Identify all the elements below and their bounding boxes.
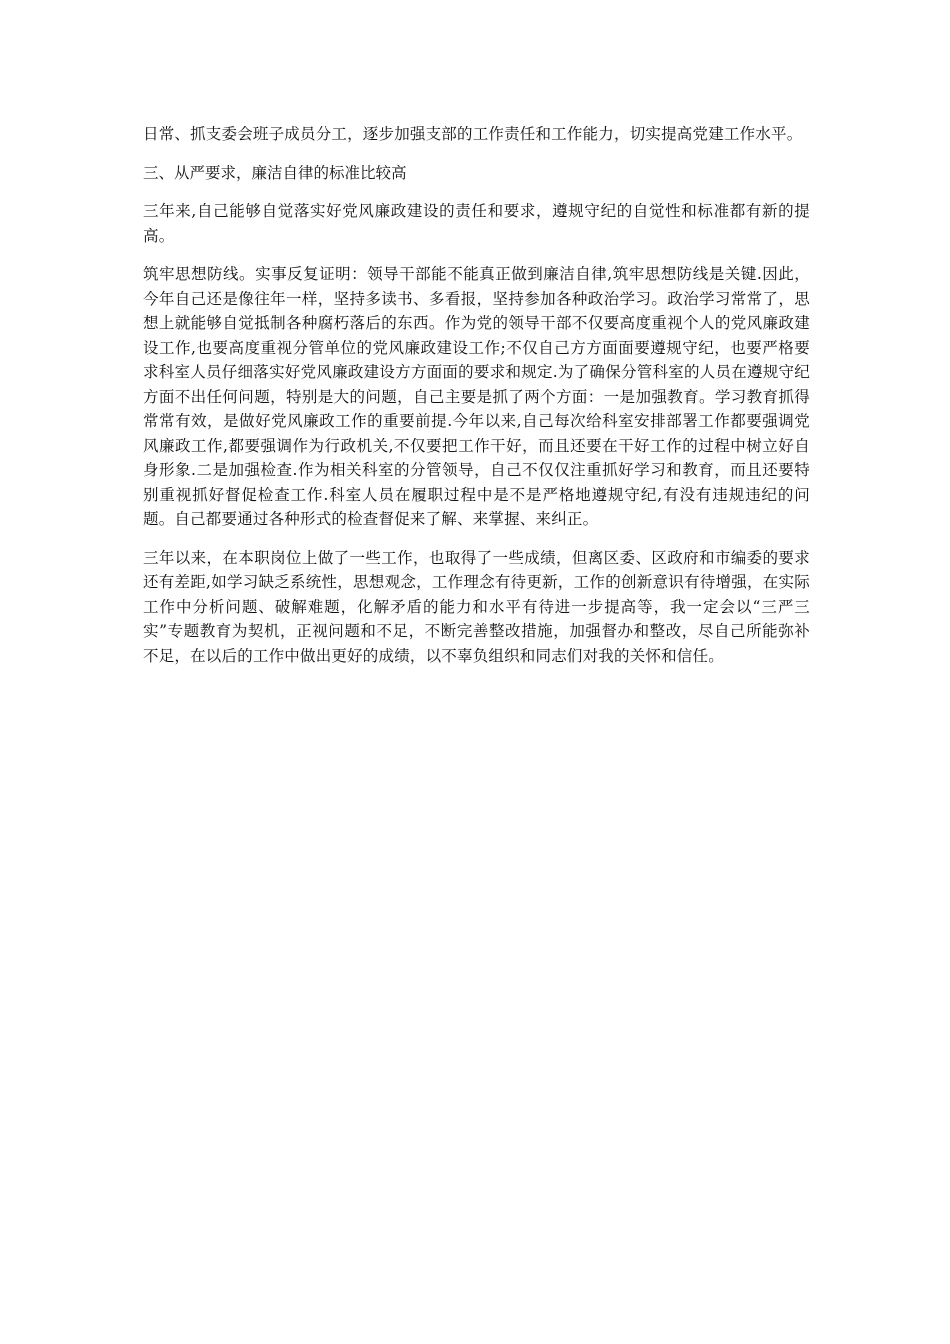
paragraph-ideological-defense: 筑牢思想防线。实事反复证明：领导干部能不能真正做到廉洁自律,筑牢思想防线是关键.因此，今年自己还是像往年一样，坚持多读书、多看报，坚持参加各种政治学习。政治学习常常了，思想上就能够自觉抵制各种腐朽落后的东西。作为党的领导干部不仅要高度重视个人的党风廉政建设工作,也要高度重视分管单位的党风廉政建设工作;不仅自己方方面面要遵规守纪，也要严格要求科室人员仔细落实好党风廉政建设方方面面的要求和规定.为了确保分管科室的人员在遵规守纪方面不出任何问题，特别是大的问题，自己主要是抓了两个方面：一是加强教育。学习教育抓得常常有效，是做好党风廉政工作的重要前提.今年以来,自己每次给科室安排部署工作都要强调党风廉政工作,都要强调作为行政机关,不仅要把工作干好，而且还要在干好工作的过程中树立好自身形象.二是加强检查.作为相关科室的分管领导，自己不仅仅注重抓好学习和教育，而且还要特别重视抓好督促检查工作.科室人员在履职过程中是不是严格地遵规守纪,有没有违规违纪的问题。自己都要通过各种形式的检查督促来了解、来掌握、来纠正。 bbox=[143, 265, 810, 528]
paragraph-continuation: 日常、抓支委会班子成员分工，逐步加强支部的工作责任和工作能力，切实提高党建工作水平。 bbox=[143, 125, 803, 143]
document-page bbox=[143, 122, 810, 682]
section-heading: 三、从严要求，廉洁自律的标准比较高 bbox=[143, 163, 407, 182]
paragraph-intro: 三年来,自己能够自觉落实好党风廉政建设的责任和要求，遵规守纪的自觉性和标准都有新的提高。 bbox=[143, 202, 810, 245]
paragraph-conclusion: 三年以来，在本职岗位上做了一些工作，也取得了一些成绩，但离区委、区政府和市编委的要求还有差距,如学习缺乏系统性，思想观念，工作理念有待更新，工作的创新意识有待增强，在实际工作中分析问题、破解难题，化解矛盾的能力和水平有待进一步提高等，我一定会以“三严三实”专题教育为契机，正视问题和不足，不断完善整改措施，加强督办和整改，尽自己所能弥补不足，在以后的工作中做出更好的成绩，以不辜负组织和同志们对我的关怀和信任。 bbox=[143, 548, 810, 665]
